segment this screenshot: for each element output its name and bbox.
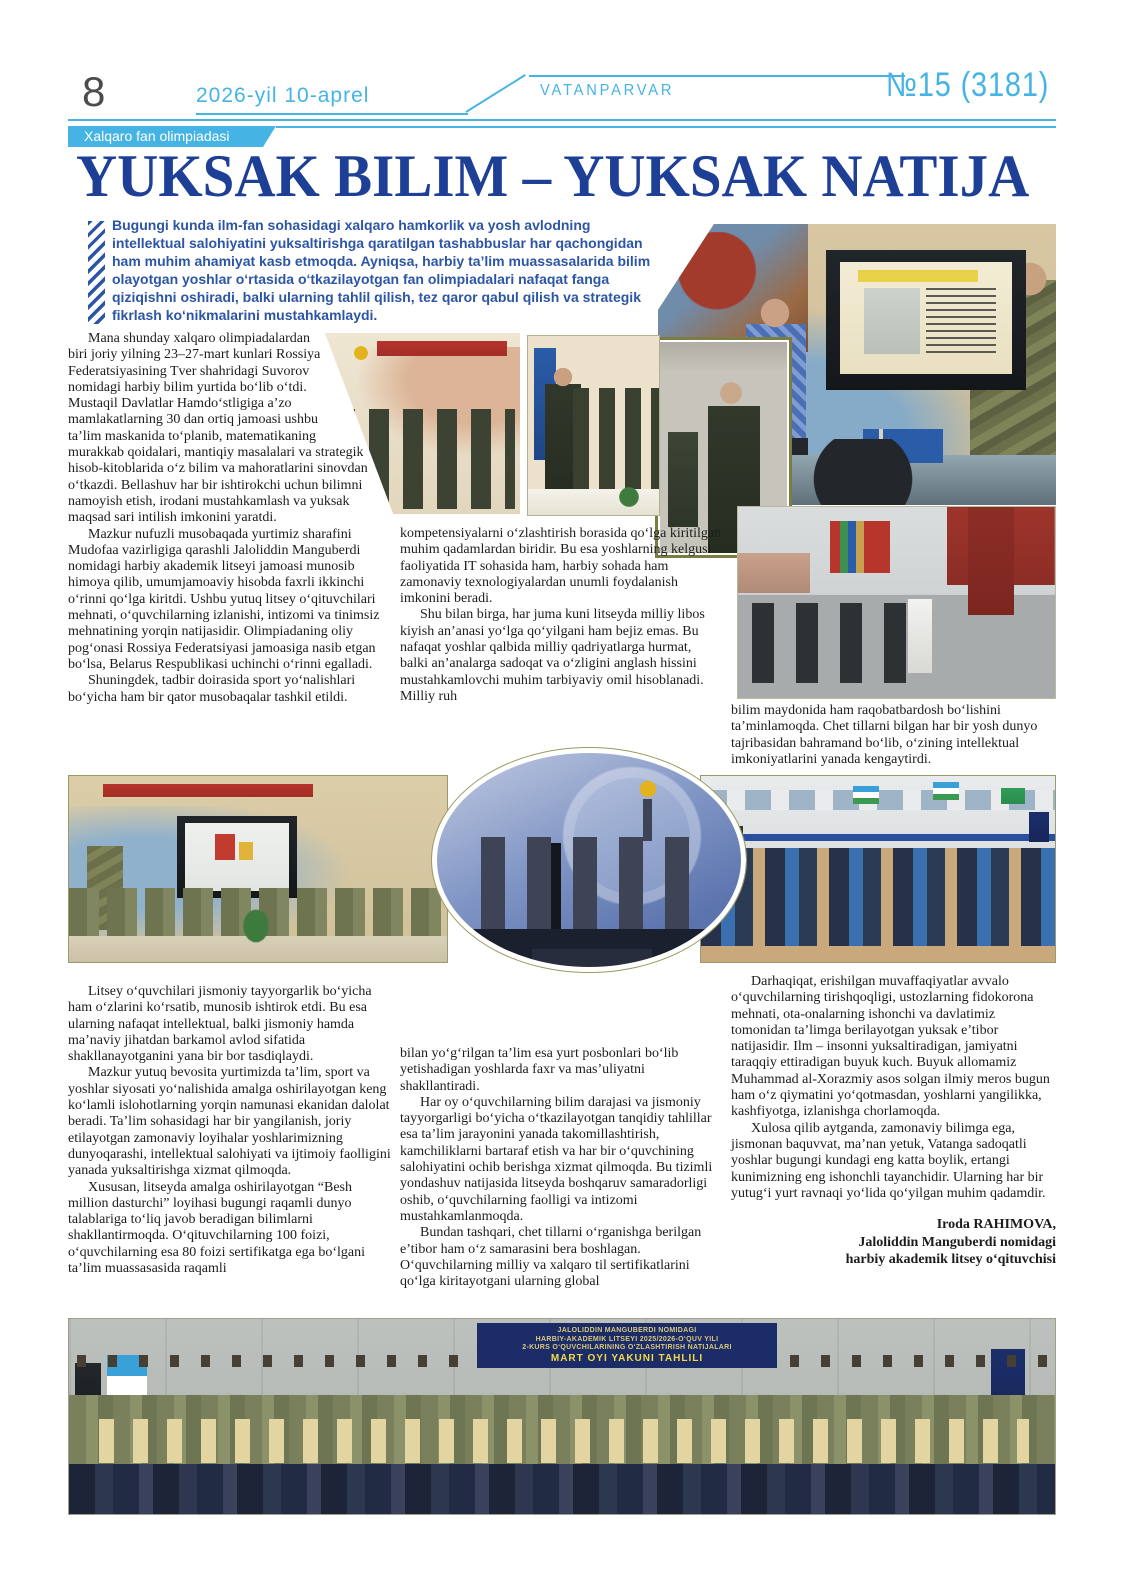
photo-cadets-classroom: [68, 775, 448, 963]
page-number: 8: [82, 68, 106, 115]
column-2-top: kompetensiyalarni o‘zlashtirish borasida qo‘lga kiritilgan muhim qadamlardan biridir. Bu esa yoshlarning kelgusi faoliyatida IT sohasida ham, harbiy sohada ham zamonaviy texnologiyalardan unumli foydalanish imkonini beradi. Shu bilan birga, har juma kuni litseyda milliy libos kiyish an’anasi yo‘lga qo‘yilgani ham bejiz emas. Bu nafaqat yoshlar qalbida milliy qadriyatlarga hurmat, balki an’analarga sadoqat va o‘zligini anglash hissini mustahkamlovchi muhim tarbiyaviy omil hisoblanadi. Milliy ruh: [400, 526, 722, 704]
photo-oval-stage-winners: [432, 748, 746, 972]
column-1-bottom: Litsey o‘quvchilari jismoniy tayyorgarlik bo‘yicha ham o‘zlarini ko‘rsatib, munosib ishtirok etdi. Bu esa ularning nafaqat intellektual, balki jismoniy hamda ma’naviy jihatdan barkamol avlod sifatida shakllanayotganini yana bir bor tasdiqlaydi. Mazkur yutuq bevosita yurtimizda ta’lim, sport va yoshlar siyosati yo‘nalishida amalga oshirilayotgan keng ko‘lamli islohotlarning yorqin namunasi ekanidan dalolat beradi. Ta’lim sohasidagi har bir yangilanish, joriy etilayotgan zamonaviy loyihalar yoshlarimizning dunyoqarashi, intellektual salohiyati va ijtimoiy faolligini yanada yuksaltirishga xizmat qilmoqda. Xususan, litseyda amalga oshirilayotgan “Besh million dasturchi” loyihasi bugungi raqamli dunyo talablariga to‘liq javob beradigan bilimlarni shakllantirmoqda. O‘qituvchilarning 100 foizi, o‘quvchilarning esa 80 foizi sertifikatga ega bo‘lgani ta’lim muassasasida raqamli: [68, 984, 391, 1277]
photo-awarding-students: [527, 335, 660, 516]
issue-number: №15 (3181): [886, 66, 1050, 104]
photo-train-station-welcome: [700, 775, 1056, 963]
photo-group-certificates-hall: [68, 1318, 1056, 1515]
byline: Iroda RAHIMOVA, Jaloliddin Manguberdi nomidagi harbiy akademik litsey o‘qituvchisi: [845, 1217, 1056, 1268]
lede-hatch-decoration: [88, 221, 105, 324]
stage-banner-line-4: MART OYI YAKUNI TAHLILI: [550, 1352, 704, 1364]
stage-banner: [477, 1323, 777, 1368]
column-3-top: bilim maydonida ham raqobatbardosh bo‘lishini ta’minlamoqda. Chet tillarni bilgan har bir yosh dunyo tajribasidan bahramand bo‘lib, o‘zining intellektual imkoniyatlarini yanada kengaytirdi.: [731, 703, 1038, 767]
photo-collage-red-square-delegation: [737, 506, 1056, 699]
article-headline: YUKSAK BILIM – YUKSAK NATIJA: [76, 142, 1030, 210]
header-bottom-rule: [68, 119, 1056, 121]
stage-banner-line-1: JALOLIDDIN MANGUBERDI NOMIDAGI: [557, 1327, 697, 1334]
column-2-bottom: bilan yo‘g‘rilgan ta’lim esa yurt posbonlari bo‘lib yetishadigan yoshlarda faxr va mas’uliyatni shakllantiradi. Har oy o‘quvchilarning bilim darajasi va jismoniy tayyorgarligi bo‘yicha o‘tkazilayotgan tanqidiy tahlillar esa ta’lim jarayonini yanada takomillashtirish, kamchiliklarni bartaraf etish va har bir o‘quvchining salohiyatini ochib berishga xizmat qilmoqda. Bu tizimli yondashuv natijasida litseyda boshqaruv samaradorligi oshib, o‘quvchilarning faolligi va intizomi mustahkamlanmoqda. Bundan tashqari, chet tillarni o‘rganishga berilgan e’tibor ham o‘z samarasini bera boshlagan. O‘quvchilarning milliy va xalqaro til sertifikatlarini qo‘lga kiritayotgani ularning global: [400, 1046, 713, 1290]
column-3-bottom: [731, 974, 1056, 1304]
column-3-bottom-text: Darhaqiqat, erishilgan muvaffaqiyatlar avvalo o‘quvchilarning tirishqoqligi, ustozlarning fidokorona mehnati, ota-onalarning ishonchi va davlatimiz tomonidan ta’limga berilayotgan yuksak e’tibor natijasidir. Ilm – insonni yuksaltiradigan, jamiyatni taraqqiy ettiradigan buyuk kuch. Buyuk allomamiz Muhammad al-Xorazmiy asos solgan ilmiy meros bugun ham o‘z qiymatini yo‘qotmasdan, yoshlarni yangilikka, kashfiyotga, izlanishga chorlamoqda. Xulosa qilib aytganda, zamonaviy bilimga ega, jismonan baquvvat, ma’nan yetuk, Vatanga sadoqatli yoshlar bugungi kundagi eng katta boylik, ertangi kunimizning eng ishonchli tayanchidir. Ularning har bir yutug‘i yurt ravnaqi yo‘lida qo‘yilgan muhim qadamdir.: [731, 974, 1050, 1201]
issue-date: 2026-yil 10-aprel: [196, 84, 370, 107]
masthead-title: VATANPARVAR: [540, 82, 675, 99]
header-top-rule: [529, 75, 905, 77]
stage-banner-line-3: 2-KURS O‘QUVCHILARINING O‘ZLASHTIRISH NATIJALARI: [522, 1344, 732, 1351]
date-underline: [196, 113, 468, 115]
column-1-top: Mana shunday xalqaro olimpiadalardan biri joriy yilning 23–27-mart kunlari Rossiya Federatsiyasining Tver shahridagi Suvorov nomidagi harbiy bilim yurtida bo‘lib o‘tdi. Mustaqil Davlatlar Hamdo‘stligiga a’zo mamlakatlarning 30 dan ortiq jamoasi ushbu ta’lim maskanida to‘planib, matematikaning murakkab qoidalari, mantiqiy masalalari va strategik hisob-kitoblarida o‘z bilim va mahoratlarini sinovdan o‘tkazdi. Bellashuv har bir ishtirokchi uchun bilimni namoyish etish, irodani mustahkamlash va yuksak maqsad sari intilish imkonini yaratdi. Mazkur nufuzli musobaqada yurtimiz sharafini Mudofaa vazirligiga qarashli Jaloliddin Manguberdi nomidagi harbiy akademik litseyi jamoasi munosib himoya qilib, umumjamoaviy hisobda faxrli ikkinchi o‘rinni qo‘lga kiritdi. Ushbu yutuq litsey o‘qituvchilari mehnati, o‘quvchilarning izlanishi, intizomi va tinimsiz mehnatining yorqin natijasidir. Olimpiadaning oliy pog‘onasi Rossiya Federatsiyasi jamoasiga nasib etgan bo‘lsa, Belarus Respublikasi uchinchi o‘rinni egalladi. Shuningdek, tadbir doirasida sport yo‘nalishlari bo‘yicha ham bir qator musobaqalar tashkil etildi.: [68, 331, 392, 783]
kicker-extension-rule: [276, 126, 1056, 128]
stage-banner-line-2: HARBIY-AKADEMIK LITSEYI 2025/2026-O‘QUV YILI: [535, 1335, 719, 1343]
header-diagonal-rule: [465, 74, 525, 113]
kicker-label: Xalqaro fan olimpiadasi: [84, 128, 230, 144]
article-lede: Bugungi kunda ilm-fan sohasidagi xalqaro hamkorlik va yosh avlodning intellektual salohiyatini yuksaltirishga qaratilgan tashabbuslar har qachongidan ham muhim ahamiyat kasb etmoqda. Ayniqsa, harbiy ta’lim muassasalarida bilim olayotgan yoshlar o‘rtasida o‘tkazilayotgan fan olimpiadalari nafaqat fanga qiziqishni oshiradi, balki ularning tahlil qilish, tez qaror qabul qilish va strategik fikrlash ko‘nikmalarini mustahkamlaydi.: [112, 217, 651, 323]
